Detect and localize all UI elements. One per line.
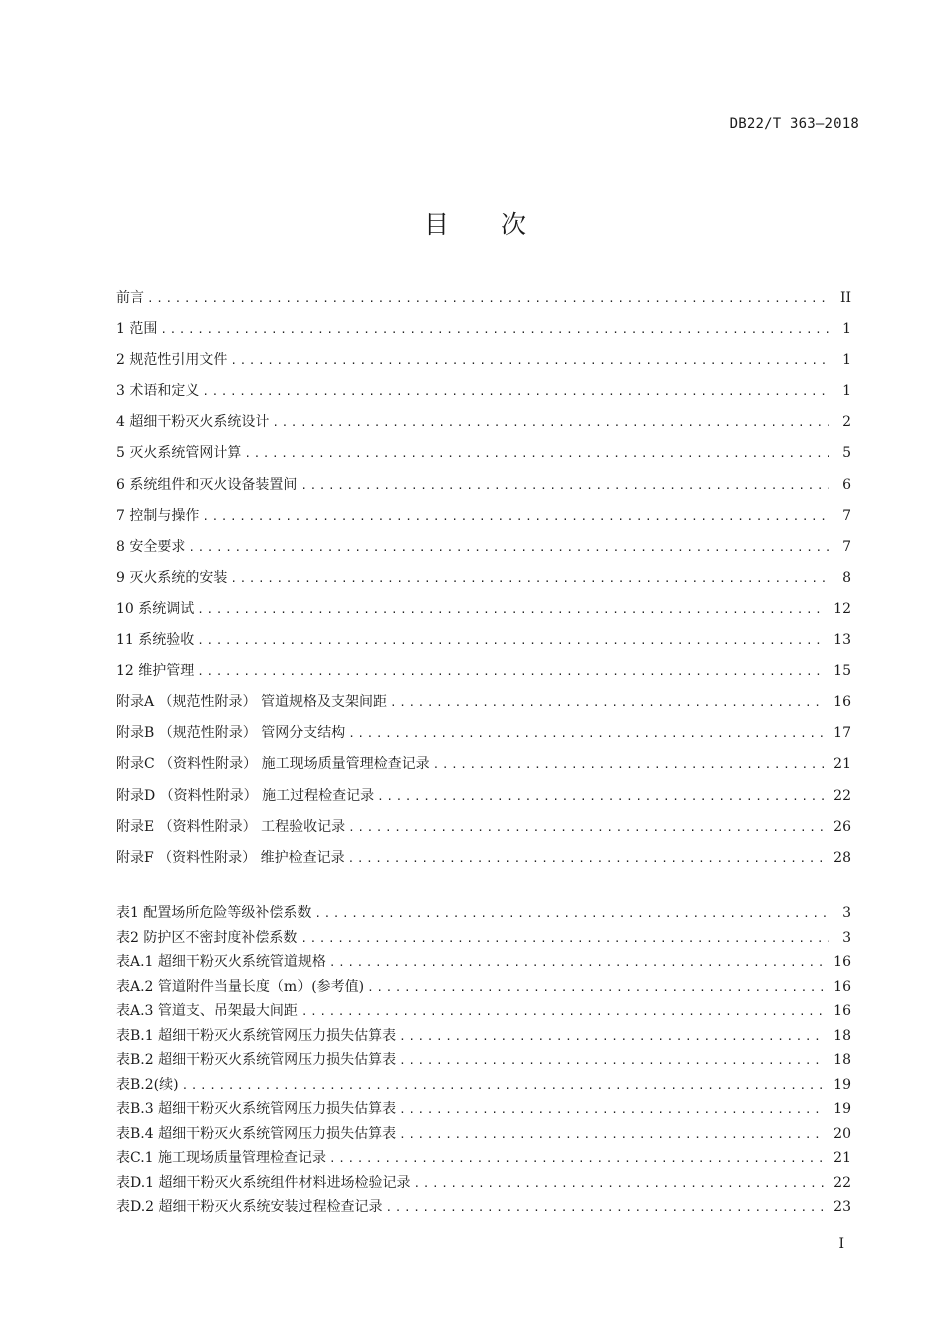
toc-entry[interactable] <box>116 659 851 690</box>
entry-page-number: 13 <box>833 632 851 649</box>
entry-page-number: 16 <box>833 1003 851 1019</box>
dot-leader <box>414 1174 826 1194</box>
entry-label: 4 超细干粉灭火系统设计 <box>116 414 270 431</box>
entry-label: 表2 防护区不密封度补偿系数 <box>116 929 298 946</box>
entry-label: 1 范围 <box>116 321 158 338</box>
document-code: DB22/T 363—2018 <box>729 116 859 132</box>
entry-page-number: 22 <box>833 1174 851 1191</box>
entry-page-number: 16 <box>833 954 851 970</box>
entry-label: 表B.4 超细干粉灭火系统管网压力损失估算表 <box>116 1125 397 1142</box>
toc-entry[interactable] <box>116 410 851 441</box>
entry-page-number: 16 <box>833 694 851 711</box>
dot-leader <box>197 629 825 653</box>
entry-label: 12 维护管理 <box>116 663 195 680</box>
entry-label: 表D.2 超细干粉灭火系统安装过程检查记录 <box>116 1199 383 1215</box>
toc-entry[interactable] <box>116 721 851 752</box>
table-entry[interactable] <box>116 1124 851 1149</box>
entry-label: 9 灭火系统的安装 <box>116 569 228 586</box>
entry-label: 表C.1 施工现场质量管理检查记录 <box>116 1150 327 1166</box>
dot-leader <box>386 1198 826 1218</box>
table-entry[interactable] <box>116 1197 851 1222</box>
dot-leader <box>399 1100 825 1120</box>
entry-label: 8 安全要求 <box>116 538 186 555</box>
entry-label: 附录C （资料性附录） 施工现场质量管理检查记录 <box>116 756 430 773</box>
toc-entry[interactable] <box>116 628 851 659</box>
toc-entry[interactable] <box>116 597 851 628</box>
dot-leader <box>329 953 825 973</box>
dot-leader <box>300 929 829 949</box>
dot-leader <box>348 722 825 746</box>
toc-entry[interactable] <box>116 504 851 535</box>
entry-label: 5 灭火系统管网计算 <box>116 445 242 462</box>
entry-page-number: 1 <box>842 383 851 400</box>
entry-page-number: 1 <box>842 352 851 369</box>
table-entry[interactable] <box>116 1099 851 1124</box>
entry-label: 表D.1 超细干粉灭火系统组件材料进场检验记录 <box>116 1174 411 1191</box>
dot-leader <box>433 753 826 777</box>
entry-label: 表A.1 超细干粉灭火系统管道规格 <box>116 954 326 970</box>
dot-leader <box>147 287 829 311</box>
table-entry[interactable] <box>116 928 851 953</box>
entry-label: 表B.1 超细干粉灭火系统管网压力损失估算表 <box>116 1027 397 1044</box>
entry-label: 3 术语和定义 <box>116 383 200 400</box>
dot-leader <box>348 816 825 840</box>
entry-page-number: 16 <box>833 978 851 995</box>
toc-entry[interactable] <box>116 286 851 317</box>
entry-label: 10 系统调试 <box>116 600 195 617</box>
entry-page-number: 19 <box>833 1101 851 1117</box>
entry-page-number: 18 <box>833 1052 851 1068</box>
entry-label: 7 控制与操作 <box>116 507 200 524</box>
entry-page-number: 21 <box>833 756 851 773</box>
toc-entry[interactable] <box>116 317 851 348</box>
dot-leader <box>202 380 829 404</box>
page-title: 目次 <box>423 210 578 239</box>
entry-page-number: 26 <box>833 818 851 835</box>
entry-label: 表A.3 管道支、吊架最大间距 <box>116 1003 298 1019</box>
dot-leader <box>399 1051 825 1071</box>
dot-leader <box>301 1002 825 1022</box>
entry-label: 2 规范性引用文件 <box>116 352 228 369</box>
entry-page-number: 19 <box>833 1076 851 1093</box>
dot-leader <box>202 505 829 529</box>
entry-page-number: 28 <box>833 849 851 866</box>
dot-leader <box>230 349 829 373</box>
entry-label: 附录A （规范性附录） 管道规格及支架间距 <box>116 694 388 711</box>
dot-leader <box>399 1027 825 1047</box>
dot-leader <box>300 474 829 498</box>
table-of-contents <box>116 286 851 877</box>
dot-leader <box>244 442 829 466</box>
dot-leader <box>182 1076 826 1096</box>
entry-page-number: 6 <box>842 476 851 493</box>
table-entry[interactable] <box>116 977 851 1002</box>
toc-entry[interactable] <box>116 815 851 846</box>
entry-page-number: 20 <box>833 1125 851 1142</box>
entry-page-number: 3 <box>842 929 851 946</box>
toc-entry[interactable] <box>116 379 851 410</box>
entry-label: 附录F （资料性附录） 维护检查记录 <box>116 849 345 866</box>
dot-leader <box>160 318 829 342</box>
toc-entry[interactable] <box>116 752 851 783</box>
footer-page-number: I <box>838 1236 844 1252</box>
table-entry[interactable] <box>116 1173 851 1198</box>
entry-label: 表B.3 超细干粉灭火系统管网压力损失估算表 <box>116 1101 397 1117</box>
dot-leader <box>377 785 825 809</box>
dot-leader <box>390 691 825 715</box>
entry-label: 表B.2 超细干粉灭火系统管网压力损失估算表 <box>116 1052 397 1068</box>
table-entry[interactable] <box>116 1148 851 1173</box>
entry-page-number: 8 <box>842 569 851 586</box>
dot-leader <box>272 411 829 435</box>
entry-page-number: 17 <box>833 725 851 742</box>
dot-leader <box>399 1125 825 1145</box>
table-entry[interactable] <box>116 1050 851 1075</box>
dot-leader <box>367 978 825 998</box>
table-entry[interactable] <box>116 1075 851 1100</box>
dot-leader <box>197 598 825 622</box>
dot-leader <box>329 1149 825 1169</box>
table-entry[interactable] <box>116 903 851 928</box>
entry-page-number: 21 <box>833 1150 851 1166</box>
toc-entry[interactable] <box>116 441 851 472</box>
entry-label: 6 系统组件和灭火设备装置间 <box>116 476 298 493</box>
entry-page-number: 15 <box>833 663 851 680</box>
entry-page-number: 5 <box>842 445 851 462</box>
toc-entry[interactable] <box>116 566 851 597</box>
dot-leader <box>230 567 829 591</box>
table-entry[interactable] <box>116 952 851 977</box>
toc-entry[interactable] <box>116 535 851 566</box>
dot-leader <box>197 660 825 684</box>
table-entry[interactable] <box>116 1026 851 1051</box>
entry-page-number: 23 <box>833 1199 851 1215</box>
entry-page-number: 18 <box>833 1027 851 1044</box>
entry-page-number: II <box>839 290 851 306</box>
entry-label: 附录E （资料性附录） 工程验收记录 <box>116 818 346 835</box>
toc-entry[interactable] <box>116 348 851 379</box>
toc-entry[interactable] <box>116 846 851 877</box>
entry-page-number: 12 <box>833 600 851 617</box>
entry-label: 表A.2 管道附件当量长度（m）(参考值) <box>116 978 365 995</box>
table-entry[interactable] <box>116 1001 851 1026</box>
entry-page-number: 2 <box>842 414 851 431</box>
dot-leader <box>314 904 829 924</box>
dot-leader <box>348 847 826 871</box>
entry-page-number: 7 <box>842 507 851 524</box>
toc-entry[interactable] <box>116 690 851 721</box>
entry-page-number: 22 <box>833 787 851 804</box>
toc-entry[interactable] <box>116 784 851 815</box>
entry-label: 表1 配置场所危险等级补偿系数 <box>116 905 312 921</box>
toc-entry[interactable] <box>116 473 851 504</box>
entry-label: 附录D （资料性附录） 施工过程检查记录 <box>116 787 375 804</box>
entry-label: 附录B （规范性附录） 管网分支结构 <box>116 725 346 742</box>
dot-leader <box>188 536 829 560</box>
entry-page-number: 7 <box>842 538 851 555</box>
entry-label: 前言 <box>116 290 144 306</box>
list-of-tables <box>116 903 851 1222</box>
entry-page-number: 3 <box>842 905 851 921</box>
entry-page-number: 1 <box>842 321 851 338</box>
entry-label: 表B.2(续) <box>116 1076 179 1093</box>
entry-label: 11 系统验收 <box>116 632 195 649</box>
